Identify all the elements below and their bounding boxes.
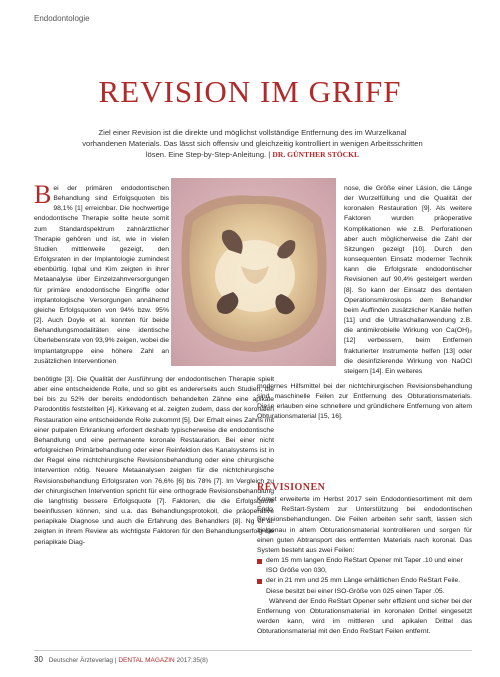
bullet-icon — [257, 559, 262, 564]
footer-publisher: Deutscher Ärzteverlag — [48, 657, 114, 664]
clinical-photo — [171, 178, 336, 366]
lead-separator: | — [268, 150, 271, 160]
body-column-left — [34, 180, 169, 367]
footer-separator: | — [114, 657, 117, 664]
left-lower-text: benötigte [3]. Die Qualität der Ausführung der endodontischen Therapie spielt aber eine entscheidende Rolle, und so gibt es andererseits auch Studien, die bei bis zu 52% der bereits endodontisch behandelten Zähne eine apikale Parodontitis feststellten [4]. Kirkevang et al. zeigten zudem, dass der koronalen Restauration eine entscheidende Rolle zukommt [5]. Der Erhalt eines Zahns mit einer pulpalen Erkrankung erfordert deshalb typischerweise die endodontische Behandlung und eine permanente koronale Restauration. Bei einer nicht erfolgreichen Primärbehandlung oder einer Reinfektion des Kanalsystems ist in der Regel eine nichtchirurgische Revisionsbehandlung oder eine chirurgische Intervention nötig. Neuere Metaanalysen zeigten für die nichtchirurgische Revisionsbehandlung Erfolgsraten von 76,6% [6] bis 78% [7]. Im Vergleich zu der chirurgischen Intervention spricht für eine orthograde Revisionsbehandlung die langfristig bessere Erfolgsquote [7]. Faktoren, die die Erfolgsquote beeinflussen können, sind u.a. das Behandlungsprotokoll, die präoperative periapikale Diagnose und auch die Erfahrung des Behandlers [8]. Ng et al. zeigten in ihrem Review als wichtigste Faktoren für den Behandlungserfolg die periapikale Diag- — [34, 376, 274, 546]
page-footer — [34, 655, 208, 664]
section-label: Endodontologie — [34, 14, 90, 23]
body-column-left-lower — [34, 375, 274, 548]
footer-issue: 2017;35(8) — [176, 657, 208, 664]
file-list — [257, 556, 472, 597]
bullet-icon — [257, 579, 262, 584]
drop-cap: B — [34, 180, 52, 209]
left-column-text: ei der primären endodontischen Behandlung sind Erfolgsquoten bis 98,1% [1] erreichbar. Die hochwertige endodontische Therapie sollte heute somit zum Standardspektrum zahnärztlicher Therapie gehören und ist, wie in vielen Studien mittlerweile gezeigt, den Erfolgsraten in der Implantologie zumindest ebenbürtig. Iqbal und Kim zeigten in ihrer Metaanalyse über Einzelzahnversorgungen für primäre endodontische Eingriffe oder implantologische Versorgungen annähernd gleiche Erfolgsquoten von 94% bzw. 95% [2]. Auch Doyle et al. konnten für beide Behandlungsmodalitäten eine identische Überlebensrate von 93,9% zeigen, wobei die Implantatgruppe eine höhere Zahl an zusätzlichen Interventionen — [34, 185, 169, 365]
right-column-text: nose, die Größe einer Läsion, die Länge der Wurzelfüllung und die Qualität der koronalen Restauration [9]. Als weitere Faktoren wurden präoperative Komplikationen wie z.B. Perforationen aber auch möglicherweise die Zahl der Sitzungen gezeigt [10]. Durch den konsequenten Einsatz moderner Technik kann die Erfolgsrate endodontischer Revisionen auf 90,4% gesteigert werden [8]. So kann der Einsatz des dentalen Operationsmikroskops dem Behandler beim Auffinden zusätzlicher Kanäle helfen [11] und die Ultraschallanwendung z.B. die antimikrobielle Wirkung von Ca(OH)₂ [12] verbessern, beim Entfernen frakturierter Instrumente helfen [13] oder die desinfizierende Wirkung von NaOCl steigern [14]. Ein weiteres — [344, 185, 472, 375]
section-revisionen — [257, 483, 472, 637]
page-number: 30 — [34, 655, 43, 664]
list-item: dem 15 mm langen Endo ReStart Opener mit Taper .10 und einer ISO Größe von 030, — [257, 556, 472, 576]
section-heading: REVISIONEN — [257, 482, 326, 493]
footer-divider — [34, 650, 472, 651]
body-column-right — [344, 184, 472, 377]
section-outro: Während der Endo ReStart Opener sehr effizient und sicher bei der Entfernung von Obturationsmaterial im koronalen Drittel eingesetzt werden kann, wird im mittleren und apikalen Drittel das Obturationsmaterial mit den Endo ReStart Feilen entfernt. — [257, 597, 472, 636]
author-name: DR. GÜNTHER STÖCKL — [272, 150, 360, 160]
wide-text: modernes Hilfsmittel bei der nichtchirurgischen Revisionsbehandlung sind maschinelle Feilen zur Entfernung des Obturationsmaterials. Diese erlauben eine schnellere und gründlichere Entfernung von altem Obturationsmaterial [15, 16]. — [257, 382, 472, 421]
list-item: der in 21 mm und 25 mm Länge erhältlichen Endo ReStart Feile. Diese besitzt bei einer ISO-Größe von 025 einen Taper .05. — [257, 576, 472, 596]
footer-magazine: DENTAL MAGAZIN — [118, 657, 175, 664]
lead-paragraph — [80, 127, 425, 161]
lead-text: Ziel einer Revision ist die direkte und möglichst vollständige Entfernung des im Wurzelkanal vorhandenen Materials. Das lässt sich offensiv und gleichzeitig kontrolliert in wenigen Arbeitsschritten lösen. Eine Step-by-Step-Anleitung. — [82, 128, 423, 160]
body-wide-paragraph — [257, 375, 472, 429]
tooth-cross-section-icon — [171, 178, 336, 366]
page-title: REVISION IM GRIFF — [98, 74, 402, 109]
section-intro: Komet erweiterte im Herbst 2017 sein Endodontiesortiment mit dem Endo ReStart-System zur Unterstützung bei endodontischen Revisionsbehandlungen. Die Feilen arbeiten sehr sanft, lassen sich zielgenau in altem Obturationsmaterial kontrollieren und sorgen für einen guten Abtransport des entfernten Materials nach koronal. Das System besteht aus zwei Feilen: — [257, 496, 472, 554]
